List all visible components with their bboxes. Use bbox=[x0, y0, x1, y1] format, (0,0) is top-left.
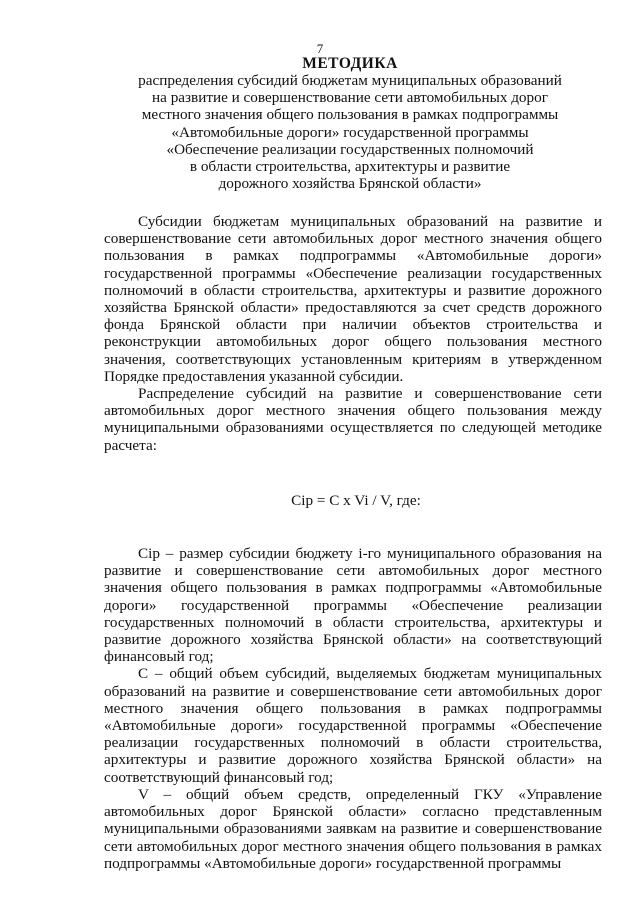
document-title: МЕТОДИКА bbox=[302, 55, 398, 72]
subtitle-line: на развитие и совершенствование сети автомобильных дорог bbox=[152, 89, 548, 107]
subtitle-line: дорожного хозяйства Брянской области» bbox=[218, 175, 482, 193]
definition-v: V – общий объем средств, определенный ГКУ «Управление автомобильных дорог Брянской области» согласно представленным муниципальными образованиями заявкам на развитие и совершенствование сети автомобильных дорог местного значения общего пользования в рамках подпрограммы «Автомобильные дороги» государственной программы bbox=[104, 785, 602, 872]
paragraph-subsidies: Субсидии бюджетам муниципальных образований на развитие и совершенствование сети автомобильных дорог местного значения общего пользования в рамках подпрограммы «Автомобильные дороги» государственной программы «Обеспечение реализации государственных полномочий в области строительства, архитектуры и развитие дорожного хозяйства Брянской области» предоставляются за счет средств дорожного фонда Брянской области при наличии объектов строительства и реконструкции автомобильных дорог общего пользования местного значения, соответствующих установленным критериям в утвержденном Порядке предоставления указанной субсидии. bbox=[104, 213, 602, 385]
subtitle-line: местного значения общего пользования в рамках подпрограммы bbox=[141, 106, 559, 124]
subtitle-line: в области строительства, архитектуры и развитие bbox=[189, 158, 511, 176]
subtitle-line: распределения субсидий бюджетам муниципальных образований bbox=[138, 72, 562, 89]
body-text bbox=[104, 213, 602, 872]
formula: Сip = С x Vi / V, где: bbox=[291, 491, 421, 509]
subtitle-line: «Обеспечение реализации государственных полномочий bbox=[166, 140, 534, 158]
definition-cip: Сip – размер субсидии бюджету i-го муниципального образования на развитие и совершенствование сети автомобильных дорог местного значения общего пользования в рамках подпрограммы «Автомобильные дороги» государственной программы «Обеспечение реализации государственных полномочий в области строительства, архитектуры и развитие дорожного хозяйства Брянской области» на соответствующий финансовый год; bbox=[104, 545, 602, 666]
document-subtitle bbox=[0, 72, 640, 192]
definition-c: С – общий объем субсидий, выделяемых бюджетам муниципальных образований на развитие и совершенствование сети автомобильных дорог местного значения общего пользования в рамках подпрограммы «Автомобильные дороги» государственной программы «Обеспечение реализации государственных полномочий в области строительства, архитектуры и развитие дорожного хозяйства Брянской области» на соответствующий финансовый год; bbox=[104, 665, 602, 786]
paragraph-distribution: Распределение субсидий на развитие и совершенствование сети автомобильных дорог местного значения общего пользования между муниципальными образованиями осуществляется по следующей методике расчета: bbox=[104, 385, 602, 454]
page-number: 7 bbox=[316, 41, 324, 56]
subtitle-line: «Автомобильные дороги» государственной программы bbox=[171, 123, 529, 141]
